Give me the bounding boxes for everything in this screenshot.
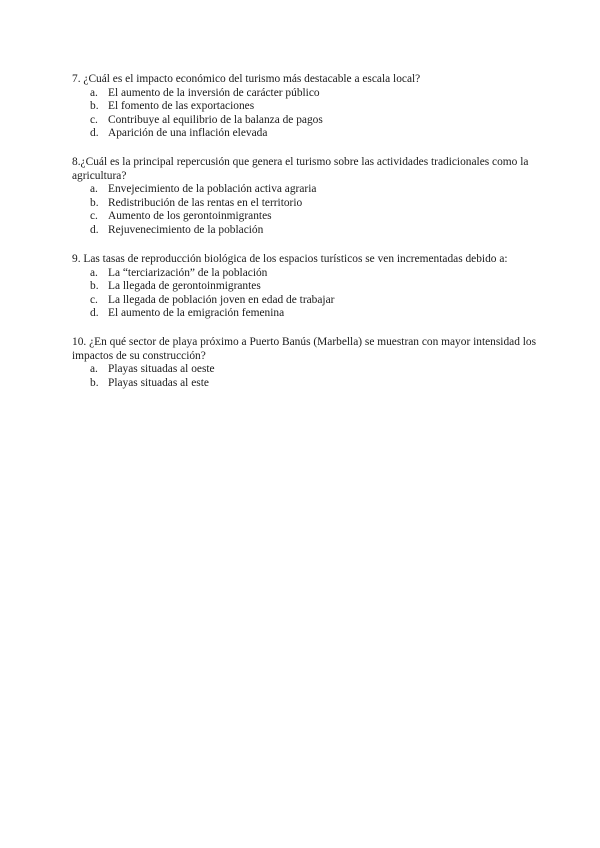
question-text: 7. ¿Cuál es el impacto económico del turismo más destacable a escala local? — [72, 73, 421, 85]
option-letter: a. — [90, 266, 98, 279]
option-c — [72, 294, 542, 308]
option-text: El aumento de la inversión de carácter público — [108, 86, 320, 99]
option-a — [72, 183, 542, 197]
option-letter: c. — [90, 210, 98, 223]
option-text: El aumento de la emigración femenina — [108, 307, 285, 320]
option-text: Redistribución de las rentas en el territorio — [108, 196, 303, 209]
option-d — [72, 307, 542, 321]
option-text: Playas situadas al este — [108, 376, 209, 389]
question-text: 10. ¿En qué sector de playa próximo a Puerto Banús (Marbella) se muestran con mayor intensidad los impactos de su construcción? — [72, 336, 537, 362]
option-letter: c. — [90, 293, 98, 306]
option-letter: b. — [90, 280, 99, 293]
question-9 — [72, 253, 542, 321]
option-list — [72, 183, 542, 237]
option-text: Aumento de los gerontoinmigrantes — [108, 210, 272, 223]
option-b — [72, 377, 542, 391]
option-letter: b. — [90, 100, 99, 113]
option-text: Contribuye al equilibrio de la balanza de pagos — [108, 113, 323, 126]
option-letter: a. — [90, 363, 98, 375]
option-c — [72, 114, 542, 128]
option-letter: a. — [90, 86, 98, 99]
option-text: Aparición de una inflación elevada — [108, 127, 268, 140]
option-text: La llegada de población joven en edad de trabajar — [108, 293, 335, 306]
option-text: Envejecimiento de la población activa agraria — [108, 183, 317, 195]
option-d — [72, 224, 542, 238]
option-letter: d. — [90, 223, 99, 236]
option-c — [72, 210, 542, 224]
question-10 — [72, 336, 542, 390]
option-text: El fomento de las exportaciones — [108, 100, 255, 113]
option-letter: c. — [90, 113, 98, 126]
option-text: Playas situadas al oeste — [108, 363, 215, 375]
option-list — [72, 363, 542, 390]
question-text: 8.¿Cuál es la principal repercusión que genera el turismo sobre las actividades tradicionales como la agricultura? — [72, 156, 529, 182]
question-8 — [72, 156, 542, 237]
option-list — [72, 87, 542, 141]
option-a — [72, 267, 542, 281]
option-d — [72, 127, 542, 141]
option-list — [72, 267, 542, 321]
option-text: Rejuvenecimiento de la población — [108, 223, 264, 236]
option-b — [72, 197, 542, 211]
option-text: La “terciarización” de la población — [108, 266, 268, 279]
question-7 — [72, 73, 542, 141]
option-a — [72, 87, 542, 101]
option-letter: d. — [90, 127, 99, 140]
option-letter: a. — [90, 183, 98, 195]
option-b — [72, 280, 542, 294]
option-a — [72, 363, 542, 377]
option-letter: b. — [90, 376, 99, 389]
question-text: 9. Las tasas de reproducción biológica de los espacios turísticos se ven incrementadas debido a: — [72, 253, 508, 265]
option-letter: b. — [90, 196, 99, 209]
option-text: La llegada de gerontoinmigrantes — [108, 280, 261, 293]
option-b — [72, 100, 542, 114]
option-letter: d. — [90, 307, 99, 320]
